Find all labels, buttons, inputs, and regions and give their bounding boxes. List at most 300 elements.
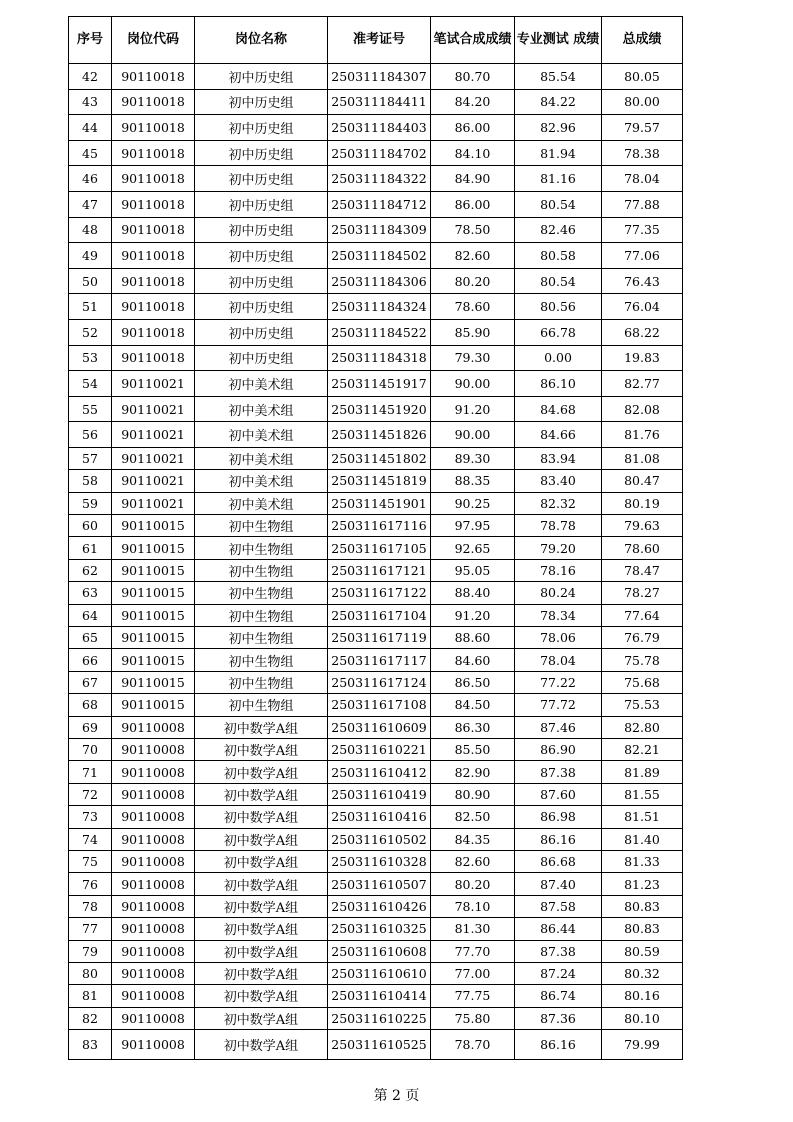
header-post-name: 岗位名称 <box>195 17 328 64</box>
post-name-cell: 初中美术组 <box>195 371 328 397</box>
post-code-cell: 90110008 <box>112 873 195 895</box>
seq-cell: 76 <box>69 873 112 895</box>
professional-score-cell: 83.40 <box>515 470 602 492</box>
seq-cell: 83 <box>69 1030 112 1060</box>
total-score-cell: 81.89 <box>602 761 683 783</box>
post-code-cell: 90110018 <box>112 140 195 166</box>
post-code-cell: 90110008 <box>112 828 195 850</box>
seq-cell: 60 <box>69 515 112 537</box>
total-score-cell: 82.21 <box>602 738 683 760</box>
post-name-cell: 初中数学A组 <box>195 850 328 872</box>
post-name-cell: 初中数学A组 <box>195 940 328 962</box>
seq-cell: 47 <box>69 191 112 217</box>
table-row <box>69 940 683 962</box>
post-code-cell: 90110015 <box>112 604 195 626</box>
table-row <box>69 828 683 850</box>
professional-score-cell: 78.04 <box>515 649 602 671</box>
written-score-cell: 82.50 <box>431 806 515 828</box>
professional-score-cell: 86.16 <box>515 1030 602 1060</box>
table-row <box>69 1007 683 1029</box>
professional-score-cell: 80.54 <box>515 268 602 294</box>
post-code-cell: 90110015 <box>112 649 195 671</box>
post-name-cell: 初中历史组 <box>195 217 328 243</box>
post-name-cell: 初中历史组 <box>195 140 328 166</box>
post-code-cell: 90110008 <box>112 850 195 872</box>
professional-score-cell: 0.00 <box>515 345 602 371</box>
post-name-cell: 初中数学A组 <box>195 761 328 783</box>
post-name-cell: 初中生物组 <box>195 649 328 671</box>
exam-id-cell: 250311451917 <box>328 371 431 397</box>
post-name-cell: 初中历史组 <box>195 166 328 192</box>
table-row <box>69 515 683 537</box>
written-score-cell: 84.10 <box>431 140 515 166</box>
post-name-cell: 初中历史组 <box>195 115 328 141</box>
exam-id-cell: 250311610608 <box>328 940 431 962</box>
professional-score-cell: 87.38 <box>515 761 602 783</box>
post-code-cell: 90110021 <box>112 470 195 492</box>
written-score-cell: 88.60 <box>431 627 515 649</box>
total-score-cell: 80.32 <box>602 962 683 984</box>
exam-id-cell: 250311184324 <box>328 294 431 320</box>
exam-id-cell: 250311617124 <box>328 671 431 693</box>
seq-cell: 50 <box>69 268 112 294</box>
exam-id-cell: 250311610525 <box>328 1030 431 1060</box>
exam-id-cell: 250311184502 <box>328 243 431 269</box>
exam-id-cell: 250311184322 <box>328 166 431 192</box>
total-score-cell: 68.22 <box>602 319 683 345</box>
table-row <box>69 850 683 872</box>
total-score-cell: 80.83 <box>602 895 683 917</box>
seq-cell: 56 <box>69 422 112 448</box>
total-score-cell: 80.16 <box>602 985 683 1007</box>
table-body <box>69 64 683 1060</box>
post-code-cell: 90110021 <box>112 492 195 514</box>
exam-id-cell: 250311610416 <box>328 806 431 828</box>
post-name-cell: 初中生物组 <box>195 627 328 649</box>
seq-cell: 57 <box>69 447 112 469</box>
total-score-cell: 76.79 <box>602 627 683 649</box>
table-row <box>69 166 683 192</box>
post-name-cell: 初中历史组 <box>195 64 328 90</box>
table-row <box>69 627 683 649</box>
post-name-cell: 初中数学A组 <box>195 716 328 738</box>
post-code-cell: 90110008 <box>112 761 195 783</box>
professional-score-cell: 87.36 <box>515 1007 602 1029</box>
seq-cell: 44 <box>69 115 112 141</box>
written-score-cell: 86.30 <box>431 716 515 738</box>
exam-id-cell: 250311617121 <box>328 559 431 581</box>
seq-cell: 42 <box>69 64 112 90</box>
post-code-cell: 90110015 <box>112 537 195 559</box>
written-score-cell: 78.10 <box>431 895 515 917</box>
written-score-cell: 77.70 <box>431 940 515 962</box>
professional-score-cell: 82.32 <box>515 492 602 514</box>
post-code-cell: 90110008 <box>112 985 195 1007</box>
written-score-cell: 84.20 <box>431 89 515 115</box>
total-score-cell: 79.57 <box>602 115 683 141</box>
exam-id-cell: 250311451802 <box>328 447 431 469</box>
seq-cell: 80 <box>69 962 112 984</box>
post-code-cell: 90110018 <box>112 166 195 192</box>
table-row <box>69 671 683 693</box>
written-score-cell: 78.50 <box>431 217 515 243</box>
professional-score-cell: 78.06 <box>515 627 602 649</box>
total-score-cell: 80.47 <box>602 470 683 492</box>
post-name-cell: 初中美术组 <box>195 470 328 492</box>
total-score-cell: 79.63 <box>602 515 683 537</box>
post-name-cell: 初中历史组 <box>195 89 328 115</box>
post-code-cell: 90110018 <box>112 64 195 90</box>
table-row <box>69 537 683 559</box>
post-code-cell: 90110015 <box>112 694 195 716</box>
written-score-cell: 84.60 <box>431 649 515 671</box>
post-code-cell: 90110018 <box>112 89 195 115</box>
total-score-cell: 81.08 <box>602 447 683 469</box>
seq-cell: 74 <box>69 828 112 850</box>
post-code-cell: 90110021 <box>112 447 195 469</box>
exam-id-cell: 250311617117 <box>328 649 431 671</box>
post-name-cell: 初中数学A组 <box>195 828 328 850</box>
professional-score-cell: 87.38 <box>515 940 602 962</box>
table-row <box>69 319 683 345</box>
written-score-cell: 88.35 <box>431 470 515 492</box>
written-score-cell: 86.00 <box>431 115 515 141</box>
written-score-cell: 86.50 <box>431 671 515 693</box>
post-code-cell: 90110008 <box>112 962 195 984</box>
seq-cell: 72 <box>69 783 112 805</box>
table-row <box>69 738 683 760</box>
table-row <box>69 217 683 243</box>
post-name-cell: 初中数学A组 <box>195 783 328 805</box>
seq-cell: 43 <box>69 89 112 115</box>
post-code-cell: 90110008 <box>112 1030 195 1060</box>
written-score-cell: 91.20 <box>431 396 515 422</box>
table-row <box>69 649 683 671</box>
seq-cell: 59 <box>69 492 112 514</box>
professional-score-cell: 87.46 <box>515 716 602 738</box>
exam-id-cell: 250311610328 <box>328 850 431 872</box>
header-written-score: 笔试合成成绩 <box>431 17 515 64</box>
seq-cell: 68 <box>69 694 112 716</box>
post-code-cell: 90110018 <box>112 191 195 217</box>
exam-id-cell: 250311610419 <box>328 783 431 805</box>
exam-id-cell: 250311617105 <box>328 537 431 559</box>
total-score-cell: 80.83 <box>602 918 683 940</box>
seq-cell: 66 <box>69 649 112 671</box>
table-row <box>69 694 683 716</box>
total-score-cell: 76.43 <box>602 268 683 294</box>
professional-score-cell: 86.44 <box>515 918 602 940</box>
post-name-cell: 初中历史组 <box>195 345 328 371</box>
table-row <box>69 447 683 469</box>
exam-id-cell: 250311184712 <box>328 191 431 217</box>
exam-id-cell: 250311610507 <box>328 873 431 895</box>
written-score-cell: 88.40 <box>431 582 515 604</box>
total-score-cell: 78.38 <box>602 140 683 166</box>
seq-cell: 79 <box>69 940 112 962</box>
post-code-cell: 90110021 <box>112 396 195 422</box>
professional-score-cell: 82.96 <box>515 115 602 141</box>
post-code-cell: 90110015 <box>112 559 195 581</box>
written-score-cell: 84.90 <box>431 166 515 192</box>
professional-score-cell: 81.94 <box>515 140 602 166</box>
exam-id-cell: 250311610412 <box>328 761 431 783</box>
post-code-cell: 90110018 <box>112 268 195 294</box>
post-code-cell: 90110008 <box>112 1007 195 1029</box>
total-score-cell: 80.59 <box>602 940 683 962</box>
seq-cell: 67 <box>69 671 112 693</box>
total-score-cell: 78.27 <box>602 582 683 604</box>
written-score-cell: 90.00 <box>431 422 515 448</box>
post-code-cell: 90110015 <box>112 582 195 604</box>
exam-id-cell: 250311184318 <box>328 345 431 371</box>
exam-id-cell: 250311451920 <box>328 396 431 422</box>
table-row <box>69 243 683 269</box>
written-score-cell: 90.25 <box>431 492 515 514</box>
table-row <box>69 345 683 371</box>
total-score-cell: 75.78 <box>602 649 683 671</box>
table-row <box>69 115 683 141</box>
table-row <box>69 559 683 581</box>
table-row <box>69 1030 683 1060</box>
total-score-cell: 80.10 <box>602 1007 683 1029</box>
seq-cell: 70 <box>69 738 112 760</box>
written-score-cell: 95.05 <box>431 559 515 581</box>
table-row <box>69 470 683 492</box>
professional-score-cell: 87.58 <box>515 895 602 917</box>
score-table <box>68 16 683 1060</box>
table-row <box>69 268 683 294</box>
professional-score-cell: 81.16 <box>515 166 602 192</box>
header-post-code: 岗位代码 <box>112 17 195 64</box>
post-name-cell: 初中数学A组 <box>195 1007 328 1029</box>
post-code-cell: 90110021 <box>112 422 195 448</box>
professional-score-cell: 85.54 <box>515 64 602 90</box>
professional-score-cell: 80.58 <box>515 243 602 269</box>
total-score-cell: 81.51 <box>602 806 683 828</box>
seq-cell: 71 <box>69 761 112 783</box>
professional-score-cell: 77.22 <box>515 671 602 693</box>
professional-score-cell: 80.54 <box>515 191 602 217</box>
written-score-cell: 92.65 <box>431 537 515 559</box>
seq-cell: 69 <box>69 716 112 738</box>
written-score-cell: 75.80 <box>431 1007 515 1029</box>
exam-id-cell: 250311610325 <box>328 918 431 940</box>
post-name-cell: 初中美术组 <box>195 396 328 422</box>
professional-score-cell: 86.10 <box>515 371 602 397</box>
post-name-cell: 初中数学A组 <box>195 895 328 917</box>
post-code-cell: 90110008 <box>112 806 195 828</box>
post-code-cell: 90110018 <box>112 319 195 345</box>
post-code-cell: 90110008 <box>112 738 195 760</box>
exam-id-cell: 250311610225 <box>328 1007 431 1029</box>
professional-score-cell: 78.78 <box>515 515 602 537</box>
professional-score-cell: 87.40 <box>515 873 602 895</box>
post-name-cell: 初中生物组 <box>195 559 328 581</box>
written-score-cell: 84.35 <box>431 828 515 850</box>
post-code-cell: 90110008 <box>112 716 195 738</box>
total-score-cell: 79.99 <box>602 1030 683 1060</box>
seq-cell: 65 <box>69 627 112 649</box>
written-score-cell: 80.90 <box>431 783 515 805</box>
written-score-cell: 81.30 <box>431 918 515 940</box>
exam-id-cell: 250311610502 <box>328 828 431 850</box>
total-score-cell: 81.55 <box>602 783 683 805</box>
table-row <box>69 783 683 805</box>
seq-cell: 75 <box>69 850 112 872</box>
total-score-cell: 78.47 <box>602 559 683 581</box>
seq-cell: 64 <box>69 604 112 626</box>
seq-cell: 48 <box>69 217 112 243</box>
post-name-cell: 初中数学A组 <box>195 738 328 760</box>
professional-score-cell: 66.78 <box>515 319 602 345</box>
table-row <box>69 294 683 320</box>
total-score-cell: 80.00 <box>602 89 683 115</box>
total-score-cell: 80.19 <box>602 492 683 514</box>
exam-id-cell: 250311610609 <box>328 716 431 738</box>
professional-score-cell: 84.66 <box>515 422 602 448</box>
post-name-cell: 初中数学A组 <box>195 1030 328 1060</box>
post-name-cell: 初中美术组 <box>195 422 328 448</box>
post-code-cell: 90110018 <box>112 115 195 141</box>
professional-score-cell: 84.68 <box>515 396 602 422</box>
professional-score-cell: 77.72 <box>515 694 602 716</box>
table-row <box>69 64 683 90</box>
post-name-cell: 初中生物组 <box>195 694 328 716</box>
seq-cell: 73 <box>69 806 112 828</box>
post-code-cell: 90110008 <box>112 918 195 940</box>
professional-score-cell: 87.24 <box>515 962 602 984</box>
table-row <box>69 873 683 895</box>
total-score-cell: 75.68 <box>602 671 683 693</box>
post-code-cell: 90110018 <box>112 243 195 269</box>
total-score-cell: 77.64 <box>602 604 683 626</box>
seq-cell: 77 <box>69 918 112 940</box>
post-name-cell: 初中历史组 <box>195 294 328 320</box>
written-score-cell: 80.70 <box>431 64 515 90</box>
total-score-cell: 78.60 <box>602 537 683 559</box>
total-score-cell: 81.40 <box>602 828 683 850</box>
table-row <box>69 761 683 783</box>
written-score-cell: 78.70 <box>431 1030 515 1060</box>
written-score-cell: 90.00 <box>431 371 515 397</box>
total-score-cell: 82.77 <box>602 371 683 397</box>
total-score-cell: 76.04 <box>602 294 683 320</box>
seq-cell: 49 <box>69 243 112 269</box>
exam-id-cell: 250311617104 <box>328 604 431 626</box>
exam-id-cell: 250311617119 <box>328 627 431 649</box>
post-code-cell: 90110008 <box>112 940 195 962</box>
written-score-cell: 77.00 <box>431 962 515 984</box>
written-score-cell: 80.20 <box>431 873 515 895</box>
exam-id-cell: 250311184522 <box>328 319 431 345</box>
professional-score-cell: 87.60 <box>515 783 602 805</box>
written-score-cell: 79.30 <box>431 345 515 371</box>
seq-cell: 58 <box>69 470 112 492</box>
post-name-cell: 初中生物组 <box>195 604 328 626</box>
seq-cell: 63 <box>69 582 112 604</box>
post-code-cell: 90110021 <box>112 371 195 397</box>
seq-cell: 54 <box>69 371 112 397</box>
professional-score-cell: 78.16 <box>515 559 602 581</box>
exam-id-cell: 250311451819 <box>328 470 431 492</box>
post-code-cell: 90110018 <box>112 217 195 243</box>
seq-cell: 53 <box>69 345 112 371</box>
total-score-cell: 82.80 <box>602 716 683 738</box>
seq-cell: 51 <box>69 294 112 320</box>
total-score-cell: 75.53 <box>602 694 683 716</box>
post-name-cell: 初中数学A组 <box>195 873 328 895</box>
exam-id-cell: 250311610221 <box>328 738 431 760</box>
seq-cell: 81 <box>69 985 112 1007</box>
post-code-cell: 90110015 <box>112 627 195 649</box>
post-name-cell: 初中数学A组 <box>195 918 328 940</box>
table-row <box>69 396 683 422</box>
written-score-cell: 85.90 <box>431 319 515 345</box>
exam-id-cell: 250311184411 <box>328 89 431 115</box>
written-score-cell: 82.60 <box>431 850 515 872</box>
exam-id-cell: 250311184702 <box>328 140 431 166</box>
total-score-cell: 81.33 <box>602 850 683 872</box>
written-score-cell: 78.60 <box>431 294 515 320</box>
post-name-cell: 初中历史组 <box>195 268 328 294</box>
professional-score-cell: 83.94 <box>515 447 602 469</box>
professional-score-cell: 80.56 <box>515 294 602 320</box>
table-row <box>69 582 683 604</box>
table-row <box>69 604 683 626</box>
written-score-cell: 86.00 <box>431 191 515 217</box>
exam-id-cell: 250311610414 <box>328 985 431 1007</box>
total-score-cell: 78.04 <box>602 166 683 192</box>
seq-cell: 55 <box>69 396 112 422</box>
post-name-cell: 初中历史组 <box>195 191 328 217</box>
written-score-cell: 77.75 <box>431 985 515 1007</box>
professional-score-cell: 86.16 <box>515 828 602 850</box>
written-score-cell: 82.60 <box>431 243 515 269</box>
table-header-row <box>69 17 683 64</box>
post-code-cell: 90110008 <box>112 783 195 805</box>
total-score-cell: 77.88 <box>602 191 683 217</box>
seq-cell: 52 <box>69 319 112 345</box>
total-score-cell: 77.06 <box>602 243 683 269</box>
professional-score-cell: 80.24 <box>515 582 602 604</box>
seq-cell: 61 <box>69 537 112 559</box>
professional-score-cell: 86.90 <box>515 738 602 760</box>
post-name-cell: 初中数学A组 <box>195 962 328 984</box>
post-name-cell: 初中历史组 <box>195 319 328 345</box>
post-name-cell: 初中数学A组 <box>195 806 328 828</box>
header-professional-score: 专业测试 成绩 <box>515 17 602 64</box>
professional-score-cell: 78.34 <box>515 604 602 626</box>
professional-score-cell: 82.46 <box>515 217 602 243</box>
table-row <box>69 716 683 738</box>
post-code-cell: 90110018 <box>112 294 195 320</box>
post-name-cell: 初中美术组 <box>195 492 328 514</box>
seq-cell: 45 <box>69 140 112 166</box>
table-row <box>69 492 683 514</box>
post-name-cell: 初中生物组 <box>195 671 328 693</box>
written-score-cell: 89.30 <box>431 447 515 469</box>
exam-id-cell: 250311610426 <box>328 895 431 917</box>
written-score-cell: 91.20 <box>431 604 515 626</box>
seq-cell: 46 <box>69 166 112 192</box>
total-score-cell: 81.23 <box>602 873 683 895</box>
exam-id-cell: 250311617122 <box>328 582 431 604</box>
exam-id-cell: 250311184309 <box>328 217 431 243</box>
post-name-cell: 初中生物组 <box>195 537 328 559</box>
header-exam-id: 准考证号 <box>328 17 431 64</box>
post-name-cell: 初中数学A组 <box>195 985 328 1007</box>
